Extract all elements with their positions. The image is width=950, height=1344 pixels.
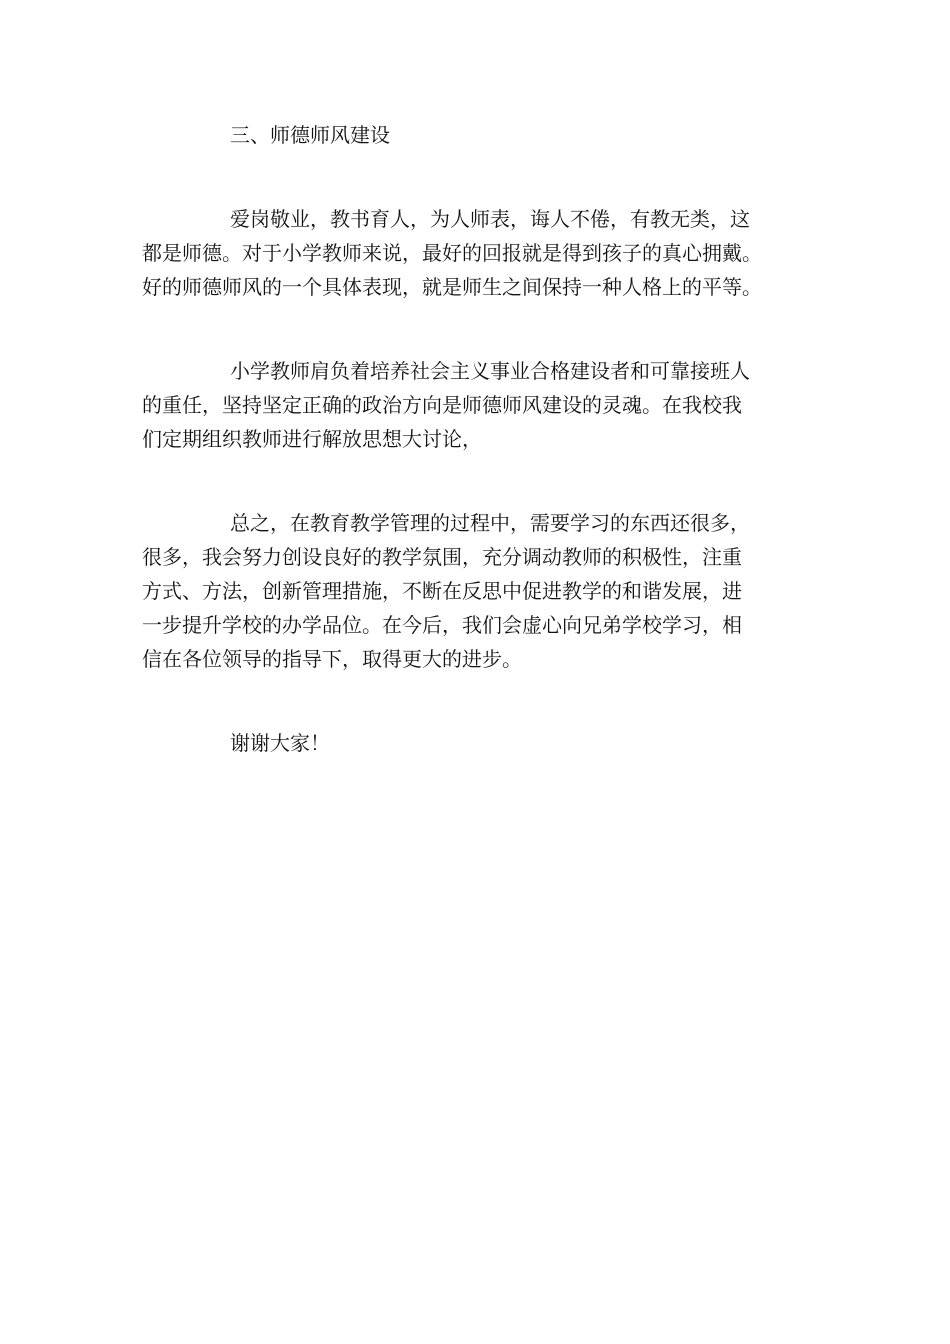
paragraph-line: 好的师德师风的一个具体表现，就是师生之间保持一种人格上的平等。	[142, 275, 762, 299]
paragraph-political-direction	[142, 354, 814, 456]
paragraph-line: 一步提升学校的办学品位。在今后，我们会虚心向兄弟学校学习，相	[142, 613, 742, 637]
paragraph-professional-ethics	[142, 202, 814, 304]
document-page	[142, 118, 814, 760]
paragraph-conclusion	[142, 506, 814, 676]
paragraph-line: 信在各位领导的指导下，取得更大的进步。	[142, 647, 522, 671]
paragraph-line: 很多，我会努力创设良好的教学氛围，充分调动教师的积极性，注重	[142, 545, 742, 569]
paragraph-line: 总之，在教育教学管理的过程中，需要学习的东西还很多，	[230, 511, 750, 535]
paragraph-line: 们定期组织教师进行解放思想大讨论，	[142, 427, 482, 451]
section-heading: 三、师德师风建设	[230, 123, 390, 147]
paragraph-line: 都是师德。对于小学教师来说，最好的回报就是得到孩子的真心拥戴。	[142, 241, 762, 265]
paragraph-line: 的重任，坚持坚定正确的政治方向是师德师风建设的灵魂。在我校我	[142, 393, 742, 417]
paragraph-line: 方式、方法，创新管理措施，不断在反思中促进教学的和谐发展，进	[142, 579, 742, 603]
closing-remark: 谢谢大家！	[230, 731, 330, 755]
paragraph-line: 爱岗敬业，教书育人，为人师表，诲人不倦，有教无类，这	[230, 207, 750, 231]
paragraph-line: 小学教师肩负着培养社会主义事业合格建设者和可靠接班人	[230, 359, 750, 383]
